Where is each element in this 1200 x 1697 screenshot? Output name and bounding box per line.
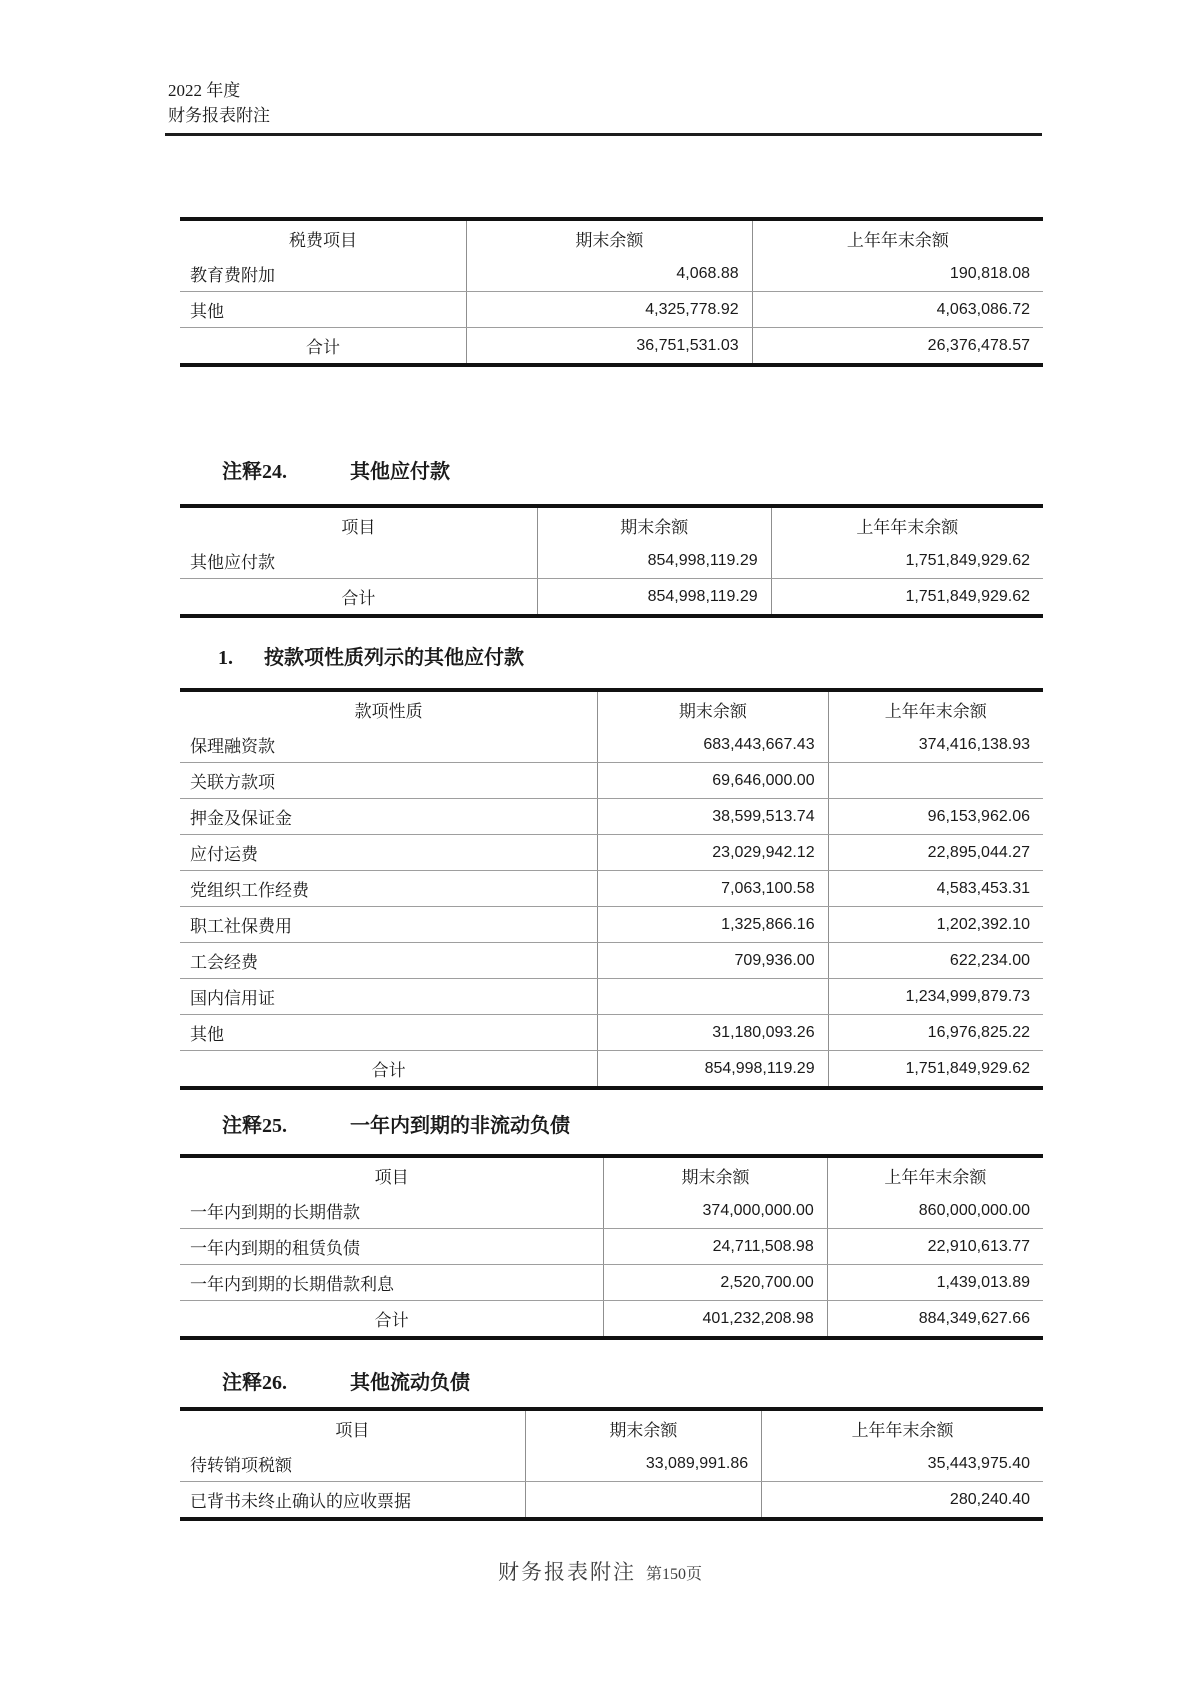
note-number: 注释26. [222,1372,287,1394]
current-balance-cell: 7,063,100.58 [598,871,828,907]
current-balance-cell: 4,068.88 [467,256,753,292]
row-label-cell: 关联方款项 [180,763,598,799]
table-row [180,727,1043,763]
note-number: 注释24. [222,461,287,483]
current-balance-cell: 38,599,513.74 [598,799,828,835]
prior-balance-cell: 1,751,849,929.62 [828,1051,1043,1089]
column-header: 项目 [335,1421,370,1440]
current-balance-cell: 24,711,508.98 [604,1229,828,1265]
column-header: 期末余额 [467,219,753,256]
note-number: 注释25. [222,1115,287,1137]
current-balance-cell [598,979,828,1015]
row-label-cell: 国内信用证 [180,979,598,1015]
header-row [180,1156,1043,1193]
table-row [180,543,1043,579]
table-row [180,1265,1043,1301]
prior-balance-cell: 860,000,000.00 [827,1193,1043,1229]
header-row [180,690,1043,727]
column-header: 税费项目 [289,231,357,250]
prior-balance-cell: 96,153,962.06 [828,799,1043,835]
prior-balance-cell [828,763,1043,799]
prior-balance-cell: 1,234,999,879.73 [828,979,1043,1015]
table-tax-surcharges [180,217,1043,367]
current-balance-cell: 1,325,866.16 [598,907,828,943]
prior-balance-cell: 22,895,044.27 [828,835,1043,871]
prior-balance-cell: 16,976,825.22 [828,1015,1043,1051]
total-row [180,1051,1043,1089]
sub-heading-title: 按款项性质列示的其他应付款 [264,647,524,669]
current-balance-cell: 69,646,000.00 [598,763,828,799]
prior-balance-cell: 190,818.08 [752,256,1043,292]
column-header: 期末余额 [604,1156,828,1193]
prior-balance-cell: 35,443,975.40 [762,1446,1043,1482]
prior-balance-cell: 4,583,453.31 [828,871,1043,907]
table-row [180,1482,1043,1520]
row-label-cell: 其他应付款 [180,543,537,579]
row-label-cell: 一年内到期的长期借款利息 [180,1265,604,1301]
table-other-payables-by-nature [180,688,1043,1090]
note-24-heading [222,460,450,484]
note-title: 一年内到期的非流动负债 [350,1115,570,1137]
note-26-heading [222,1371,470,1395]
table-row [180,979,1043,1015]
current-balance-cell: 854,998,119.29 [537,543,771,579]
header-row [180,506,1043,543]
header-row [180,219,1043,256]
table-row [180,1193,1043,1229]
row-label-cell: 合计 [341,589,376,608]
current-balance-cell: 31,180,093.26 [598,1015,828,1051]
prior-balance-cell: 622,234.00 [828,943,1043,979]
table-row [180,256,1043,292]
prior-balance-cell: 22,910,613.77 [827,1229,1043,1265]
prior-balance-cell: 1,439,013.89 [827,1265,1043,1301]
current-balance-cell: 4,325,778.92 [467,292,753,328]
table-row [180,763,1043,799]
header-year: 2022 年度 [168,81,241,100]
row-label-cell: 已背书未终止确认的应收票据 [190,1492,411,1511]
header-row [180,1409,1043,1446]
sub-heading-number: 1. [218,647,233,669]
column-header: 款项性质 [354,702,423,721]
footer-page-number: 第150页 [645,1566,702,1583]
current-balance-cell: 36,751,531.03 [467,328,753,366]
current-balance-cell: 854,998,119.29 [537,579,771,617]
row-label-cell: 押金及保证金 [180,799,598,835]
footer-title: 财务报表附注 [497,1560,636,1584]
row-label-cell: 其他 [180,292,467,328]
note-title: 其他流动负债 [350,1372,470,1394]
table-row [180,835,1043,871]
current-balance-cell: 401,232,208.98 [604,1301,828,1339]
current-balance-cell: 854,998,119.29 [598,1051,828,1089]
table-row [180,799,1043,835]
row-label-cell: 一年内到期的租赁负债 [180,1229,604,1265]
column-header: 上年年末余额 [752,219,1043,256]
column-header: 期末余额 [525,1409,761,1446]
column-header: 项目 [374,1168,409,1187]
total-row [180,579,1043,617]
table-row [180,292,1043,328]
current-balance-cell [525,1482,761,1520]
current-balance-cell: 33,089,991.86 [525,1446,761,1482]
prior-balance-cell: 280,240.40 [762,1482,1043,1520]
current-balance-cell: 2,520,700.00 [604,1265,828,1301]
prior-balance-cell: 374,416,138.93 [828,727,1043,763]
row-label-cell: 一年内到期的长期借款 [180,1193,604,1229]
table-other-payables-summary [180,504,1043,618]
column-header: 项目 [341,518,376,537]
column-header: 上年年末余额 [771,506,1043,543]
header-rule [165,133,1042,136]
row-label-cell: 应付运费 [180,835,598,871]
column-header: 上年年末余额 [828,690,1043,727]
column-header: 期末余额 [537,506,771,543]
row-label-cell: 职工社保费用 [180,907,598,943]
table-row [180,871,1043,907]
note-25-heading [222,1114,570,1138]
prior-balance-cell: 884,349,627.66 [827,1301,1043,1339]
row-label-cell: 待转销项税额 [180,1446,525,1482]
row-label-cell: 合计 [371,1061,406,1080]
row-label-cell: 合计 [374,1311,409,1330]
prior-balance-cell: 1,751,849,929.62 [771,579,1043,617]
prior-balance-cell: 1,751,849,929.62 [771,543,1043,579]
row-label-cell: 党组织工作经费 [180,871,598,907]
page-header [168,78,270,128]
note-title: 其他应付款 [350,461,450,483]
row-label-cell: 保理融资款 [180,727,598,763]
current-balance-cell: 23,029,942.12 [598,835,828,871]
page-footer [0,1556,1200,1586]
column-header: 上年年末余额 [762,1409,1043,1446]
current-balance-cell: 709,936.00 [598,943,828,979]
prior-balance-cell: 1,202,392.10 [828,907,1043,943]
header-title: 财务报表附注 [168,106,270,125]
column-header: 期末余额 [598,690,828,727]
prior-balance-cell: 26,376,478.57 [752,328,1043,366]
total-row [180,328,1043,366]
table-row [180,1446,1043,1482]
sub-heading-by-nature [218,646,524,670]
table-row [180,943,1043,979]
row-label-cell: 工会经费 [180,943,598,979]
current-balance-cell: 374,000,000.00 [604,1193,828,1229]
table-row [180,1229,1043,1265]
row-label-cell: 合计 [306,338,340,357]
current-balance-cell: 683,443,667.43 [598,727,828,763]
row-label-cell: 教育费附加 [180,256,467,292]
table-noncurrent-liabilities-due [180,1154,1043,1340]
row-label-cell: 其他 [180,1015,598,1051]
prior-balance-cell: 4,063,086.72 [752,292,1043,328]
table-other-current-liabilities [180,1407,1043,1521]
table-row [180,907,1043,943]
column-header: 上年年末余额 [827,1156,1043,1193]
total-row [180,1301,1043,1339]
table-row [180,1015,1043,1051]
